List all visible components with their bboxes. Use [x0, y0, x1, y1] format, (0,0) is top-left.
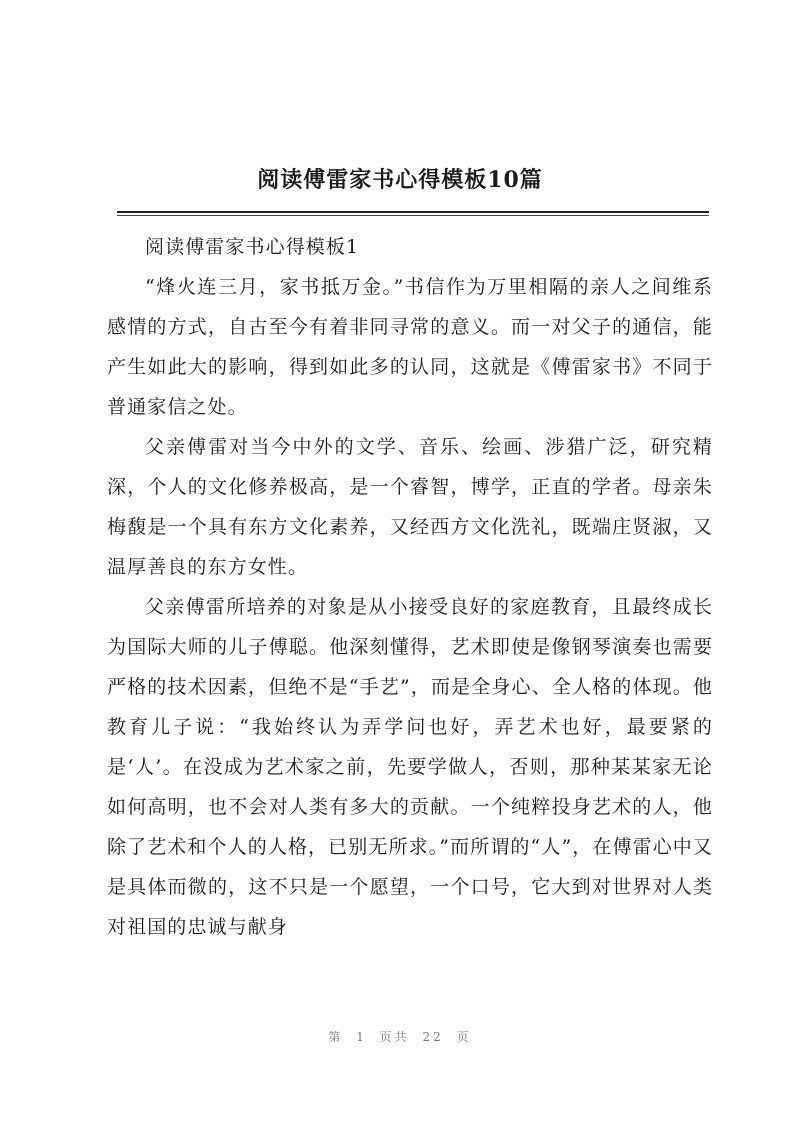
title-divider-thin [117, 215, 709, 216]
footer-current-page: 1 [356, 1030, 367, 1044]
footer-total-pages: 22 [422, 1030, 444, 1044]
document-title: 阅读傅雷家书心得模板10篇 [257, 167, 543, 193]
footer-mid: 页共 [379, 1030, 410, 1044]
section-heading: 阅读傅雷家书心得模板1 [145, 236, 360, 258]
paragraph-2: 父亲傅雷对当今中外的文学、音乐、绘画、涉猎广泛，研究精深，个人的文化修养极高，是一个睿智，博学，正直的学者。母亲朱梅馥是一个具有东方文化素养，又经西方文化洗礼，既端庄贤淑，又温厚善良的东方女性。 [107, 436, 713, 578]
footer-suffix: 页 [456, 1030, 472, 1044]
page-footer [0, 1028, 800, 1045]
footer-prefix: 第 [328, 1030, 344, 1044]
paragraph-1: “烽火连三月，家书抵万金。”书信作为万里相隔的亲人之间维系感情的方式，自古至今有着非同寻常的意义。而一对父子的通信，能产生如此大的影响，得到如此多的认同，这就是《傅雷家书》不同于普通家信之处。 [107, 276, 713, 418]
title-divider [117, 211, 709, 213]
document-body [107, 227, 713, 947]
paragraph-3: 父亲傅雷所培养的对象是从小接受良好的家庭教育，且最终成长为国际大师的儿子傅聪。他深刻懂得，艺术即使是像钢琴演奏也需要严格的技术因素，但绝不是“手艺”，而是全身心、全人格的体现。他教育儿子说：“我始终认为弄学问也好，弄艺术也好，最要紧的是‘人’。在没成为艺术家之前，先要学做人，否则，那种某某家无论如何高明，也不会对人类有多大的贡献。一个纯粹投身艺术的人，他除了艺术和个人的人格，已别无所求。”而所谓的“人”，在傅雷心中又是具体而微的，这不只是一个愿望，一个口号，它大到对世界对人类对祖国的忠诚与献身 [107, 596, 713, 938]
